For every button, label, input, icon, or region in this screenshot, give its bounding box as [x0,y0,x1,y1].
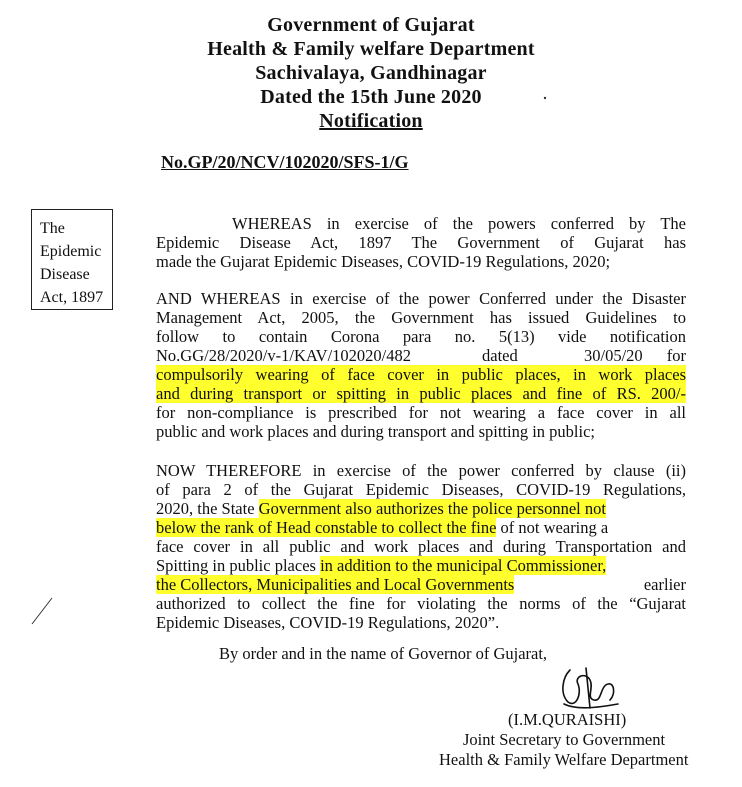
para1-line: Epidemic Disease Act, 1897 The Government of Gujarat has [156,233,686,252]
header-date: Dated the 15th June 2020 [260,86,482,108]
para3-line [156,556,686,575]
para3-text: 2020, the State [156,499,259,518]
para3-text: earlier [643,575,686,594]
para3-line [156,499,686,518]
header-location: Sachivalaya, Gandhinagar [255,62,487,84]
stray-dot [542,94,550,102]
reference-number: No.GP/20/NCV/102020/SFS-1/G [161,152,409,172]
para2-line: AND WHEREAS in exercise of the power Conferred under the Disaster [156,289,686,308]
para2-line: public and work places and during transport and spitting in public; [156,422,595,441]
highlighted-text: compulsorily wearing of face cover in public places, in work places [156,365,686,384]
for-word: for [666,346,686,365]
header-department: Health & Family welfare Department [207,38,535,60]
para3-line [156,518,686,537]
highlighted-text: Government also authorizes the police personnel not [258,499,606,518]
margin-note-line: The [40,220,65,237]
para3-line: face cover in all public and work places and during Transportation and [156,537,686,556]
notification-number: No.GG/28/2020/v-1/KAV/102020/482 [156,346,411,365]
para2-line [156,346,686,365]
margin-note-line: Disease [40,266,90,283]
signatory-department: Health & Family Welfare Department [439,750,689,769]
para2-line [156,365,686,384]
para3-line: authorized to collect the fine for violating the norms of the “Gujarat [156,594,686,613]
para1-line: WHEREAS in exercise of the powers conferred by The [232,214,686,233]
highlighted-text: below the rank of Head constable to collect the fine [156,518,497,537]
para3-line: of para 2 of the Gujarat Epidemic Diseases, COVID-19 Regulations, [156,480,686,499]
para2-line: follow to contain Corona para no. 5(13) vide notification [156,327,686,346]
closing-statement: By order and in the name of Governor of Gujarat, [219,644,548,663]
margin-note-box [31,209,113,310]
notification-title-text: Notification [319,110,423,132]
para2-line: for non-compliance is prescribed for not wearing a face cover in all [156,403,686,422]
header-government: Government of Gujarat [267,14,475,36]
highlighted-text: in addition to the municipal Commissioner, [320,556,607,575]
dated-value: 30/05/20 [584,346,643,365]
para3-line: NOW THEREFORE in exercise of the power conferred by clause (ii) [156,461,686,480]
signature-mark [556,664,626,716]
para3-text: of not wearing a [496,518,609,537]
highlighted-text: and during transport or spitting in public places and fine of RS. 200/- [156,384,686,403]
para3-line [156,575,686,594]
para3-line: Epidemic Diseases, COVID-19 Regulations, 2020”. [156,613,500,632]
signatory-name: (I.M.QURAISHI) [508,710,627,729]
margin-note-line: Epidemic [40,243,102,260]
highlighted-text: the Collectors, Municipalities and Local Governments [156,575,515,594]
notification-title [0,110,742,132]
signatory-title: Joint Secretary to Government [463,730,666,749]
stray-mark [30,596,54,626]
dated-word: dated [482,346,518,365]
para2-line [156,384,686,403]
para1-line: made the Gujarat Epidemic Diseases, COVID-19 Regulations, 2020; [156,252,611,271]
para3-text: Spitting in public places [156,556,321,575]
margin-note-line: Act, 1897 [40,289,104,306]
para2-line: Management Act, 2005, the Government has issued Guidelines to [156,308,686,327]
